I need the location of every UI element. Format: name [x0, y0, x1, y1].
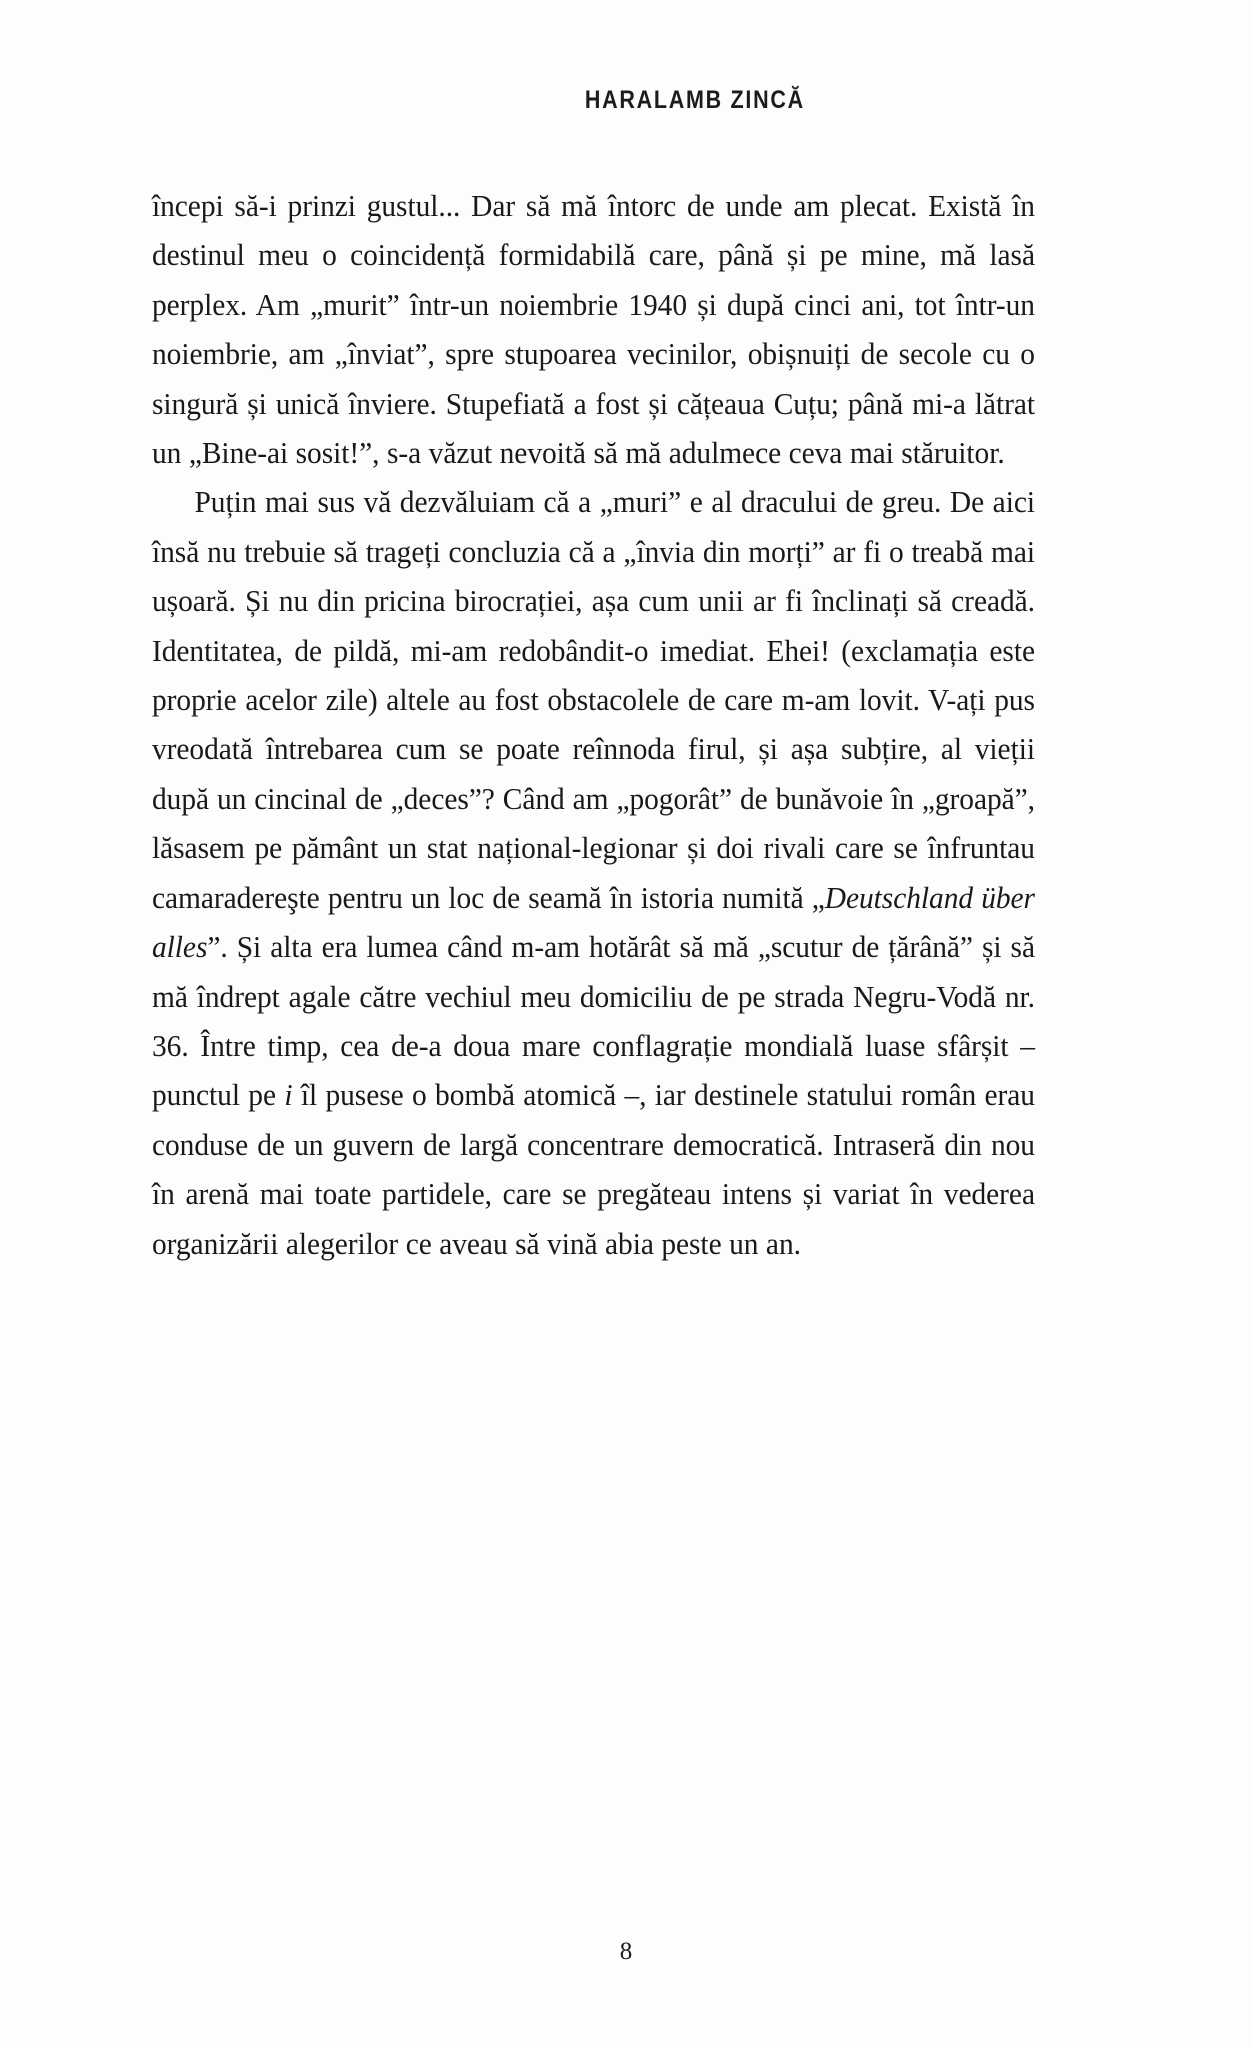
- paragraph: începi să-i prinzi gustul... Dar să mă întorc de unde am plecat. Există în destinul meu o coincidență formidabilă care, până și pe mine, mă lasă perplex. Am „murit” într-un noiembrie 1940 și după cinci ani, tot într-un noiembrie, am „înviat”, spre stupoarea vecinilor, obișnuiți de secole cu o singură și unică înviere. Stupefiată a fost și cățeaua Cuțu; până mi-a lătrat un „Bine-ai sosit!”, s-a văzut nevoită să mă adulmece ceva mai stăruitor.: [152, 189, 1035, 471]
- paragraph: Puțin mai sus vă dezvăluiam că a „muri” e al dracului de greu. De aici însă nu trebuie să trageți concluzia că a „învia din morți” ar fi o treabă mai ușoară. Și nu din pricina birocrației, așa cum unii ar fi înclinați să creadă. Identitatea, de pildă, mi-am redobândit-o imediat. Ehei! (exclamația este proprie acelor zile) altele au fost obstacolele de care m-am lovit. V-ați pus vreodată întrebarea cum se poate reînnoda firul, și așa subțire, al vieții după un cincinal de „deces”? Când am „pogorât” de bunăvoie în „groapă”, lăsasem pe pământ un stat național-legionar și doi rivali care se înfruntau camaradereşte pentru un loc de seamă în istoria numită „Deutschland über alles”. Și alta era lumea când m-am hotărât să mă „scutur de țărână” și să mă îndrept agale către vechiul meu domiciliu de pe strada Negru-Vodă nr. 36. Între timp, cea de-a doua mare conflagrație mondială luase sfârșit – punctul pe i îl pusese o bombă atomică –, iar destinele statului român erau conduse de un guvern de largă concentrare democratică. Intraseră din nou în arenă mai toate partidele, care se pregăteau intens și variat în vederea organizării alegerilor ce aveau să vină abia peste un an.: [152, 485, 1035, 1261]
- italic-phrase: Deutschland über alles: [152, 880, 1035, 965]
- italic-phrase: i: [284, 1078, 293, 1113]
- body-text-block: [152, 182, 1067, 1269]
- running-header-title: HARALAMB ZINCĂ: [584, 86, 805, 114]
- running-header: [152, 86, 1151, 115]
- page-footer: [0, 1938, 1252, 1966]
- page-number: 8: [619, 1938, 633, 1965]
